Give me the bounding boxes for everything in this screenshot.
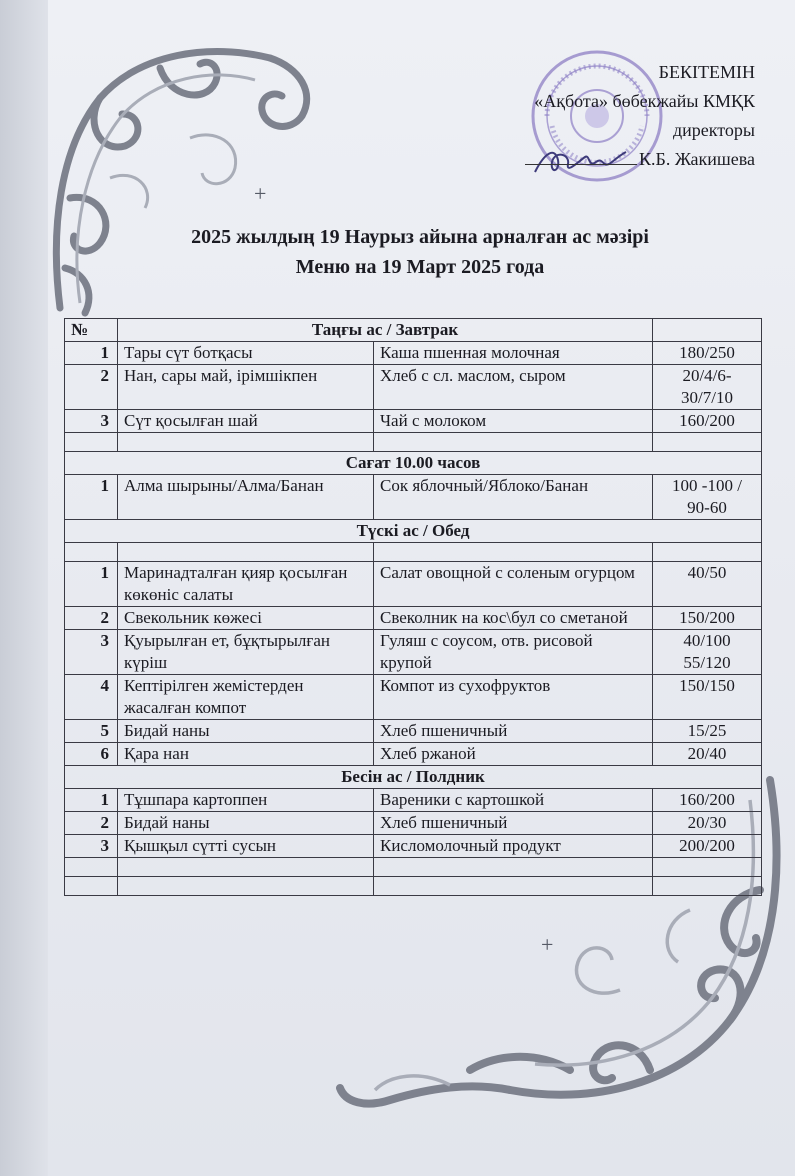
- section-row-afternoon: [65, 766, 762, 789]
- portion: 20/40: [653, 743, 762, 766]
- table-row: [65, 743, 762, 766]
- dish-kazakh: Алма шырыны/Алма/Банан: [118, 475, 374, 520]
- row-number: 3: [65, 835, 118, 858]
- dish-russian: Хлеб с сл. маслом, сыром: [374, 365, 653, 410]
- signature-line: [525, 148, 637, 165]
- portion: 40/100 55/120: [653, 630, 762, 675]
- portion: 20/30: [653, 812, 762, 835]
- dish-kazakh: Маринадталған қияр қосылған көкөніс салаты: [118, 562, 374, 607]
- dish-kazakh: Қышқыл сүтті сусын: [118, 835, 374, 858]
- menu-titles: [60, 222, 780, 282]
- title-russian: Меню на 19 Март 2025 года: [295, 256, 545, 278]
- dish-russian: Вареники с картошкой: [374, 789, 653, 812]
- dish-kazakh: Тұшпара картоппен: [118, 789, 374, 812]
- row-number: 1: [65, 562, 118, 607]
- approval-block: [465, 58, 755, 174]
- approval-heading: БЕКІТЕМІН: [658, 62, 755, 82]
- dish-russian: Компот из сухофруктов: [374, 675, 653, 720]
- portion: 200/200: [653, 835, 762, 858]
- empty-row: [65, 858, 762, 877]
- section-row-snack: [65, 452, 762, 475]
- portion: 150/150: [653, 675, 762, 720]
- dish-kazakh: Бидай наны: [118, 720, 374, 743]
- title-kazakh: 2025 жылдың 19 Наурыз айына арналған ас мәзірі: [191, 226, 649, 248]
- row-number: 2: [65, 812, 118, 835]
- row-number: 2: [65, 365, 118, 410]
- dish-kazakh: Қара нан: [118, 743, 374, 766]
- section-title-lunch: Түскі ас / Обед: [65, 520, 762, 543]
- dish-russian: Салат овощной с соленым огурцом: [374, 562, 653, 607]
- dish-russian: Кисломолочный продукт: [374, 835, 653, 858]
- row-number: 1: [65, 475, 118, 520]
- empty-row: [65, 433, 762, 452]
- portion: 100 -100 / 90-60: [653, 475, 762, 520]
- empty-row: [65, 543, 762, 562]
- table-row: [65, 675, 762, 720]
- portion: 160/200: [653, 789, 762, 812]
- cross-ornament: +: [254, 181, 267, 206]
- dish-russian: Гуляш с соусом, отв. рисовой крупой: [374, 630, 653, 675]
- table-row: [65, 812, 762, 835]
- approval-signatory-name: К.Б. Жакишева: [639, 149, 755, 169]
- portion: 15/25: [653, 720, 762, 743]
- dish-kazakh: Кептірілген жемістерден жасалған компот: [118, 675, 374, 720]
- portion: 180/250: [653, 342, 762, 365]
- section-title-breakfast: Таңғы ас / Завтрак: [118, 319, 653, 342]
- row-number: 1: [65, 789, 118, 812]
- table-row: [65, 607, 762, 630]
- table-row: [65, 630, 762, 675]
- empty-row: [65, 877, 762, 896]
- dish-kazakh: Тары сүт ботқасы: [118, 342, 374, 365]
- portion: 160/200: [653, 410, 762, 433]
- table-row: [65, 410, 762, 433]
- table-row: [65, 562, 762, 607]
- row-number: 3: [65, 630, 118, 675]
- table-header-row: [65, 319, 762, 342]
- table-row: [65, 475, 762, 520]
- section-title-afternoon: Бесін ас / Полдник: [65, 766, 762, 789]
- row-number: 4: [65, 675, 118, 720]
- dish-russian: Каша пшенная молочная: [374, 342, 653, 365]
- dish-kazakh: Нан, сары май, ірімшікпен: [118, 365, 374, 410]
- portion: 20/4/6-30/7/10: [653, 365, 762, 410]
- table-row: [65, 789, 762, 812]
- menu-table: [64, 318, 762, 896]
- column-number-header: №: [65, 319, 118, 342]
- portion: 40/50: [653, 562, 762, 607]
- dish-russian: Хлеб пшеничный: [374, 720, 653, 743]
- approval-signatory-line: [465, 145, 755, 174]
- approval-position: директоры: [672, 120, 755, 140]
- row-number: 6: [65, 743, 118, 766]
- dish-kazakh: Свекольник көжесі: [118, 607, 374, 630]
- table-row: [65, 342, 762, 365]
- table-row: [65, 835, 762, 858]
- dish-russian: Чай с молоком: [374, 410, 653, 433]
- portion-header-cell: [653, 319, 762, 342]
- dish-kazakh: Сүт қосылған шай: [118, 410, 374, 433]
- dish-kazakh: Қуырылған ет, бұқтырылған күріш: [118, 630, 374, 675]
- section-title-snack: Сағат 10.00 часов: [65, 452, 762, 475]
- table-row: [65, 365, 762, 410]
- row-number: 1: [65, 342, 118, 365]
- section-row-lunch: [65, 520, 762, 543]
- row-number: 5: [65, 720, 118, 743]
- cross-ornament: +: [541, 932, 554, 957]
- approval-organization: «Ақбота» бөбекжайы КМҚК: [534, 91, 755, 111]
- dish-russian: Сок яблочный/Яблоко/Банан: [374, 475, 653, 520]
- portion: 150/200: [653, 607, 762, 630]
- row-number: 2: [65, 607, 118, 630]
- dish-russian: Хлеб ржаной: [374, 743, 653, 766]
- dish-russian: Свеколник на кос\бул со сметаной: [374, 607, 653, 630]
- dish-kazakh: Бидай наны: [118, 812, 374, 835]
- row-number: 3: [65, 410, 118, 433]
- table-row: [65, 720, 762, 743]
- dish-russian: Хлеб пшеничный: [374, 812, 653, 835]
